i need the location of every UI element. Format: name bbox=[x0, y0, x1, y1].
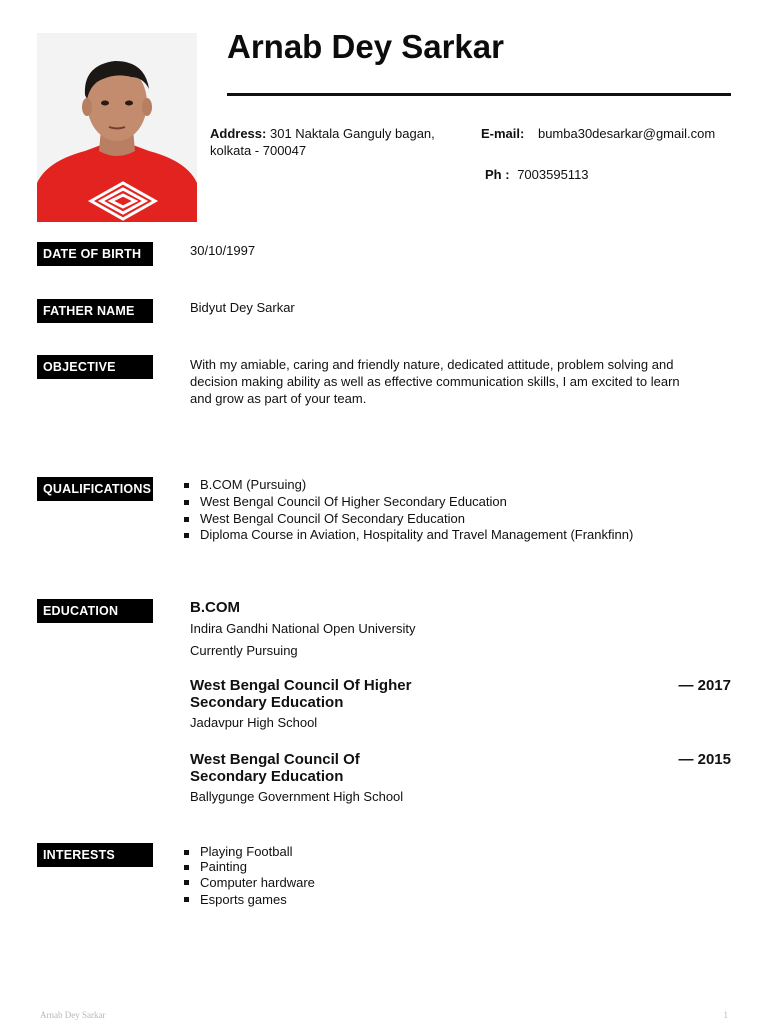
header-divider bbox=[227, 93, 731, 96]
footer-name: Arnab Dey Sarkar bbox=[40, 1010, 106, 1020]
interests-list bbox=[190, 844, 315, 908]
address-line1: 301 Naktala Ganguly bagan, bbox=[269, 126, 435, 141]
candidate-name: Arnab Dey Sarkar bbox=[227, 28, 504, 65]
education-entry bbox=[190, 751, 403, 805]
education-title: Secondary Education bbox=[190, 768, 344, 785]
phone-label: Ph : bbox=[485, 167, 510, 182]
list-item: Playing Football bbox=[190, 844, 315, 859]
address-block bbox=[210, 125, 435, 159]
email-value[interactable]: bumba30desarkar@gmail.com bbox=[537, 126, 716, 141]
section-label-interests: INTERESTS bbox=[37, 843, 153, 867]
person-portrait-icon bbox=[37, 33, 197, 222]
square-bullet-icon bbox=[184, 880, 189, 885]
list-item: Computer hardware bbox=[190, 874, 315, 891]
section-label-objective: OBJECTIVE bbox=[37, 355, 153, 379]
objective-line: With my amiable, caring and friendly nature, dedicated attitude, problem solving and bbox=[190, 357, 674, 372]
education-entry bbox=[190, 677, 411, 731]
section-label-dob: DATE OF BIRTH bbox=[37, 242, 153, 266]
father-name-value: Bidyut Dey Sarkar bbox=[190, 300, 295, 315]
objective-line: and grow as part of your team. bbox=[190, 391, 367, 406]
education-title: B.COM bbox=[190, 599, 240, 616]
address-label: Address: bbox=[210, 126, 267, 141]
address-line2: kolkata - 700047 bbox=[210, 143, 307, 158]
education-year: — 2015 bbox=[678, 751, 731, 768]
email-block bbox=[481, 125, 715, 142]
education-entry bbox=[190, 599, 415, 659]
phone-block bbox=[485, 166, 589, 183]
dob-value: 30/10/1997 bbox=[190, 243, 256, 258]
list-item: Esports games bbox=[190, 891, 315, 908]
education-title: West Bengal Council Of bbox=[190, 751, 360, 768]
square-bullet-icon bbox=[184, 517, 189, 522]
square-bullet-icon bbox=[184, 850, 189, 855]
square-bullet-icon bbox=[184, 500, 189, 505]
phone-value: 7003595113 bbox=[517, 167, 589, 182]
square-bullet-icon bbox=[184, 865, 189, 870]
section-label-qualifications: QUALIFICATIONS bbox=[37, 477, 153, 501]
education-institution: Indira Gandhi National Open University bbox=[190, 621, 416, 636]
list-item: Painting bbox=[190, 859, 315, 874]
section-label-education: EDUCATION bbox=[37, 599, 153, 623]
square-bullet-icon bbox=[184, 483, 189, 488]
objective-text bbox=[190, 356, 680, 407]
square-bullet-icon bbox=[184, 533, 189, 538]
square-bullet-icon bbox=[184, 897, 189, 902]
education-status: Currently Pursuing bbox=[190, 643, 298, 658]
list-item: Diploma Course in Aviation, Hospitality and Travel Management (Frankfinn) bbox=[190, 527, 633, 544]
email-label: E-mail: bbox=[481, 126, 525, 141]
list-item: West Bengal Council Of Higher Secondary Education bbox=[190, 494, 633, 511]
footer-page-number: 1 bbox=[723, 1010, 728, 1020]
education-school: Ballygunge Government High School bbox=[190, 789, 404, 804]
list-item: B.COM (Pursuing) bbox=[190, 477, 633, 494]
section-label-father: FATHER NAME bbox=[37, 299, 153, 323]
qualifications-list bbox=[190, 477, 633, 544]
education-year: — 2017 bbox=[678, 677, 731, 694]
education-title: West Bengal Council Of Higher bbox=[190, 677, 412, 694]
education-school: Jadavpur High School bbox=[190, 715, 318, 730]
objective-line: decision making ability as well as effective communication skills, I am excited to learn bbox=[190, 374, 680, 389]
education-title: Secondary Education bbox=[190, 694, 344, 711]
profile-photo bbox=[37, 33, 197, 222]
list-item: West Bengal Council Of Secondary Education bbox=[190, 511, 633, 528]
